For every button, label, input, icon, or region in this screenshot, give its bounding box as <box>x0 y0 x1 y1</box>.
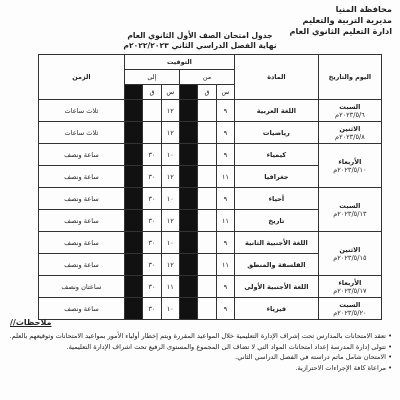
from-minute-cell <box>198 188 216 210</box>
table-row <box>39 188 382 210</box>
duration-cell: ساعة ونصف <box>39 254 125 276</box>
separator-cell <box>124 122 142 144</box>
governorate: محافظة المنيا <box>335 4 392 14</box>
day-name: الاثنين <box>339 245 361 254</box>
to-minute-cell: ٣٠ <box>143 210 161 232</box>
note-item: • الامتحان شامل ماتم دراسته في الفصل الدراسي الثاني. <box>8 352 392 363</box>
notes-title: ملاحظات// <box>10 318 52 327</box>
separator-cell <box>179 122 197 144</box>
separator-cell <box>179 188 197 210</box>
table-row <box>39 100 382 122</box>
schedule-title: جدول امتحان الصف الأول الثانوي العام <box>127 31 273 40</box>
day-date-cell <box>318 188 381 232</box>
table-row <box>39 276 382 298</box>
to-hour-cell: ١١ <box>161 276 179 298</box>
note-item: • مراعاة كافة الإجراءات الاحترازية. <box>8 363 392 374</box>
duration-cell: ساعة ونصف <box>39 166 125 188</box>
day-date-cell <box>318 298 381 320</box>
from-hour-cell: ١١ <box>216 210 234 232</box>
subject-cell: اللغة الأجنبية الأولى <box>235 276 319 298</box>
header-hour: س <box>161 85 179 100</box>
subject-cell: رياضيات <box>235 122 319 144</box>
document-titles <box>0 31 400 51</box>
separator-cell <box>179 144 197 166</box>
exam-date: ٢٠٢٣/٥/١٥م <box>333 253 367 262</box>
from-hour-cell: ٩ <box>216 232 234 254</box>
to-hour-cell: ١٢ <box>161 210 179 232</box>
from-hour-cell: ١١ <box>216 254 234 276</box>
separator-cell <box>124 100 142 122</box>
table-row <box>39 122 382 144</box>
day-date-cell <box>318 276 381 298</box>
from-hour-cell: ٩ <box>216 100 234 122</box>
to-hour-cell: ١٠ <box>161 188 179 210</box>
exam-date: ٢٠٢٣/٥/٨م <box>334 132 365 141</box>
duration-cell: ساعتان ونصف <box>39 276 125 298</box>
separator-cell <box>179 166 197 188</box>
duration-cell: ساعة ونصف <box>39 298 125 320</box>
to-minute-cell: ٣٠ <box>143 144 161 166</box>
subject-cell: فيزياء <box>235 298 319 320</box>
exam-date: ٢٠٢٣/٥/٦م <box>334 110 365 119</box>
subject-cell: تاريخ <box>235 210 319 232</box>
day-name: السبت <box>339 102 361 111</box>
separator-cell <box>124 188 142 210</box>
separator-cell <box>124 254 142 276</box>
separator-cell <box>179 100 197 122</box>
from-minute-cell <box>198 166 216 188</box>
duration-cell: ساعة ونصف <box>39 210 125 232</box>
note-item: • تتولى إدارة المدرسة إعداد امتحانات المواد التي لا تضاف الى المجموع والمستوى الرفيع تحت اشراف الإدارة التعليمية. <box>8 342 392 353</box>
administration: ادارة التعليم الثانوي العام <box>289 26 392 36</box>
separator-cell <box>124 276 142 298</box>
separator-cell <box>124 298 142 320</box>
subject-cell: اللغة العربية <box>235 100 319 122</box>
table-row <box>39 232 382 254</box>
header-separator <box>179 85 197 100</box>
separator-cell <box>124 210 142 232</box>
header-separator <box>124 85 142 100</box>
separator-cell <box>179 232 197 254</box>
duration-cell: ثلاث ساعات <box>39 122 125 144</box>
table-row <box>39 144 382 166</box>
subject-cell: كيمياء <box>235 144 319 166</box>
to-hour-cell: ١٢ <box>161 122 179 144</box>
subject-cell: الفلسفة والمنطق <box>235 254 319 276</box>
header-from: من <box>179 70 234 85</box>
exam-date: ٢٠٢٣/٥/٢٠م <box>333 308 367 317</box>
notes-list <box>8 331 392 373</box>
to-minute-cell <box>143 122 161 144</box>
from-hour-cell: ٩ <box>216 122 234 144</box>
from-hour-cell: ٩ <box>216 188 234 210</box>
separator-cell <box>179 276 197 298</box>
to-hour-cell: ١٢ <box>161 100 179 122</box>
table-row <box>39 298 382 320</box>
to-minute-cell <box>143 100 161 122</box>
exam-table-wrapper <box>38 54 382 320</box>
to-hour-cell: ١٢ <box>161 166 179 188</box>
from-hour-cell: ٩ <box>216 298 234 320</box>
day-name: الأربعاء <box>338 157 362 166</box>
duration-cell: ساعة ونصف <box>39 232 125 254</box>
to-minute-cell: ٣٠ <box>143 276 161 298</box>
to-hour-cell: ١٠ <box>161 298 179 320</box>
duration-cell: ثلاث ساعات <box>39 100 125 122</box>
day-name: السبت <box>339 300 361 309</box>
header-minute: ق <box>198 85 216 100</box>
to-minute-cell: ٣٠ <box>143 298 161 320</box>
to-minute-cell: ٣٠ <box>143 254 161 276</box>
day-date-cell <box>318 100 381 122</box>
subject-cell: جغرافيا <box>235 166 319 188</box>
exam-date: ٢٠٢٣/٥/١٠م <box>333 165 367 174</box>
day-date-cell <box>318 144 381 188</box>
separator-cell <box>179 210 197 232</box>
directorate: مديرية التربية والتعليم <box>302 15 392 25</box>
from-hour-cell: ٩ <box>216 276 234 298</box>
exam-date: ٢٠٢٣/٥/١٣م <box>333 209 367 218</box>
from-minute-cell <box>198 144 216 166</box>
subject-cell: أحياء <box>235 188 319 210</box>
subject-cell: اللغة الأجنبية الثانية <box>235 232 319 254</box>
from-hour-cell: ١١ <box>216 166 234 188</box>
to-minute-cell: ٣٠ <box>143 232 161 254</box>
note-item: • تعقد الامتحانات بالمدارس تحت إشراف الإدارة التعليمية خلال المواعيد المقررة ويتم إخطار أولياء الأمور بمواعيد الامتحانات وتوقيعهم بالعلم. <box>8 331 392 342</box>
to-hour-cell: ١٠ <box>161 144 179 166</box>
exam-schedule-table <box>38 54 382 320</box>
day-date-cell <box>318 232 381 276</box>
day-name: الاثنين <box>339 124 361 133</box>
separator-cell <box>124 232 142 254</box>
duration-cell: ساعة ونصف <box>39 188 125 210</box>
from-minute-cell <box>198 100 216 122</box>
header-subject: المادة <box>235 55 319 100</box>
to-hour-cell: ١٢ <box>161 254 179 276</box>
separator-cell <box>179 254 197 276</box>
header-day-date: اليوم والتاريخ <box>318 55 381 100</box>
to-hour-cell: ١٠ <box>161 232 179 254</box>
exam-date: ٢٠٢٣/٥/١٧م <box>333 286 367 295</box>
separator-cell <box>179 298 197 320</box>
header-duration: الزمن <box>39 55 125 100</box>
header-minute: ق <box>143 85 161 100</box>
duration-cell: ساعة ونصف <box>39 144 125 166</box>
day-name: الأربعاء <box>338 278 362 287</box>
to-minute-cell: ٣٠ <box>143 166 161 188</box>
header-to: إلى <box>124 70 179 85</box>
from-hour-cell: ٩ <box>216 144 234 166</box>
from-minute-cell <box>198 254 216 276</box>
header-timing: التوقيت <box>124 55 234 70</box>
from-minute-cell <box>198 232 216 254</box>
separator-cell <box>124 144 142 166</box>
separator-cell <box>124 166 142 188</box>
day-name: السبت <box>339 201 361 210</box>
from-minute-cell <box>198 276 216 298</box>
from-minute-cell <box>198 210 216 232</box>
from-minute-cell <box>198 298 216 320</box>
from-minute-cell <box>198 122 216 144</box>
to-minute-cell: ٣٠ <box>143 188 161 210</box>
day-date-cell <box>318 122 381 144</box>
schedule-subtitle: نهاية الفصل الدراسي الثاني ٢٠٢٢/٢٠٢٣م <box>123 41 277 50</box>
header-hour: س <box>216 85 234 100</box>
